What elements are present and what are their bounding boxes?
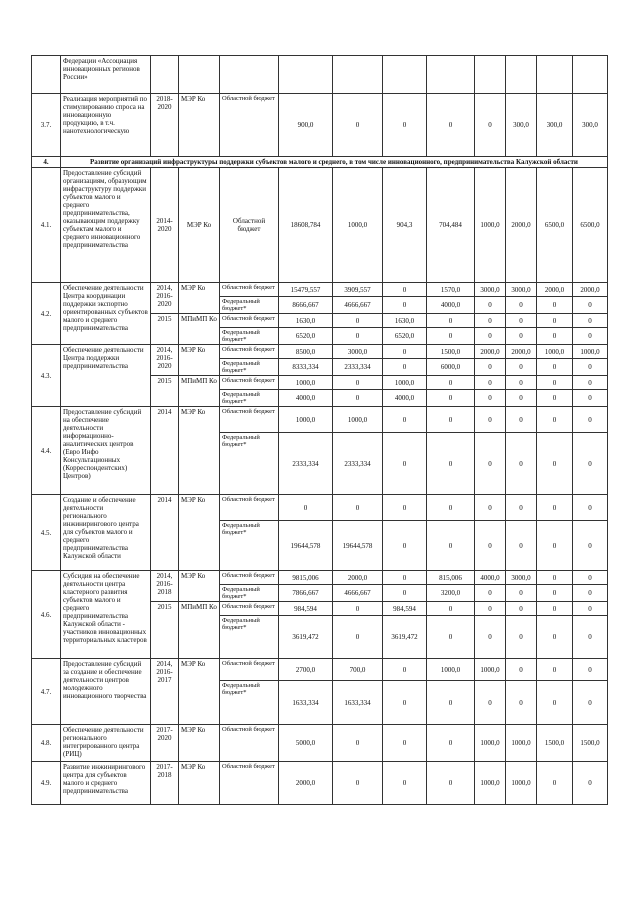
executor: МЭР Ко	[179, 168, 220, 283]
value-cell: 2000,0	[537, 283, 573, 297]
value-cell: 1000,0	[537, 345, 573, 359]
value-cell: 0	[573, 585, 608, 602]
executor: МПиМП Ко	[179, 314, 220, 345]
value-cell: 984,594	[279, 602, 333, 616]
value-cell: 0	[427, 390, 475, 407]
budget-source: Федеральный бюджет*	[220, 390, 279, 407]
value-cell: 0	[573, 659, 608, 681]
measure-name: Развитие инжинирингового центра для субъектов малого и среднего предпринимательства	[61, 762, 151, 805]
value-cell: 1570,0	[427, 283, 475, 297]
value-cell: 1000,0	[383, 376, 427, 390]
value-cell	[279, 56, 333, 94]
value-cell: 0	[427, 616, 475, 659]
value-cell: 1000,0	[427, 659, 475, 681]
value-cell: 2000,0	[475, 345, 506, 359]
value-cell: 0	[475, 359, 506, 376]
table-row	[32, 345, 608, 359]
measure-name: Субсидия на обеспечение деятельности центра кластерного развития субъектов малого и среднего предпринимательства Калужской области - участников инновационных территориальных кластеров	[61, 571, 151, 659]
value-cell: 0	[537, 376, 573, 390]
value-cell: 0	[506, 585, 537, 602]
value-cell: 6500,0	[537, 168, 573, 283]
value-cell: 0	[383, 571, 427, 585]
value-cell: 2000,0	[506, 345, 537, 359]
value-cell: 0	[427, 495, 475, 521]
value-cell: 0	[333, 390, 383, 407]
value-cell: 18608,784	[279, 168, 333, 283]
row-number	[32, 56, 61, 94]
value-cell: 0	[537, 297, 573, 314]
budget-table	[31, 55, 608, 805]
executor: МЭР Ко	[179, 725, 220, 762]
value-cell: 300,0	[537, 94, 573, 157]
value-cell: 0	[573, 616, 608, 659]
table-row	[32, 283, 608, 297]
value-cell: 2000,0	[333, 571, 383, 585]
value-cell: 0	[506, 407, 537, 433]
value-cell: 0	[506, 521, 537, 571]
value-cell: 0	[537, 762, 573, 805]
executor: МЭР Ко	[179, 495, 220, 571]
value-cell: 4666,667	[333, 297, 383, 314]
row-number: 4.3.	[32, 345, 61, 407]
value-cell: 1000,0	[475, 762, 506, 805]
value-cell: 1633,334	[279, 681, 333, 725]
value-cell: 0	[537, 659, 573, 681]
executor: МЭР Ко	[179, 94, 220, 157]
value-cell: 7866,667	[279, 585, 333, 602]
table-row	[32, 659, 608, 681]
value-cell: 0	[573, 762, 608, 805]
value-cell: 2000,0	[573, 283, 608, 297]
value-cell: 0	[537, 585, 573, 602]
value-cell: 4000,0	[279, 390, 333, 407]
budget-source: Областной бюджет	[220, 407, 279, 433]
value-cell: 0	[475, 376, 506, 390]
value-cell: 5000,0	[279, 725, 333, 762]
value-cell: 0	[573, 433, 608, 495]
value-cell: 0	[573, 571, 608, 585]
value-cell: 0	[506, 390, 537, 407]
value-cell: 6520,0	[383, 328, 427, 345]
value-cell	[475, 56, 506, 94]
value-cell: 3200,0	[427, 585, 475, 602]
value-cell: 0	[475, 521, 506, 571]
budget-source: Федеральный бюджет*	[220, 585, 279, 602]
value-cell: 700,0	[333, 659, 383, 681]
budget-source: Федеральный бюджет*	[220, 681, 279, 725]
executor: МЭР Ко	[179, 571, 220, 602]
value-cell: 0	[333, 314, 383, 328]
value-cell: 0	[383, 283, 427, 297]
value-cell: 8333,334	[279, 359, 333, 376]
budget-source: Областной бюджет	[220, 762, 279, 805]
value-cell: 0	[506, 616, 537, 659]
row-number: 4.5.	[32, 495, 61, 571]
value-cell: 2000,0	[506, 168, 537, 283]
term: 2015	[151, 314, 179, 345]
table-row	[32, 407, 608, 433]
value-cell: 0	[537, 571, 573, 585]
value-cell: 0	[383, 495, 427, 521]
section-number: 4.	[32, 157, 61, 168]
budget-source: Областной бюджет	[220, 314, 279, 328]
term: 2014	[151, 495, 179, 571]
value-cell: 0	[427, 602, 475, 616]
value-cell: 0	[573, 495, 608, 521]
value-cell: 0	[506, 359, 537, 376]
value-cell: 0	[537, 495, 573, 521]
measure-name: Создание и обеспечение деятельности регионального инжинирингового центра для субъектов малого и среднего предпринимательства Калужской области	[61, 495, 151, 571]
value-cell: 8666,667	[279, 297, 333, 314]
value-cell: 4666,667	[333, 585, 383, 602]
value-cell: 0	[506, 433, 537, 495]
value-cell: 3619,472	[279, 616, 333, 659]
term: 2014, 2016-2017	[151, 659, 179, 725]
value-cell: 900,0	[279, 94, 333, 157]
value-cell	[333, 56, 383, 94]
row-number: 4.1.	[32, 168, 61, 283]
value-cell: 15479,557	[279, 283, 333, 297]
value-cell: 815,006	[427, 571, 475, 585]
term: 2017-2018	[151, 762, 179, 805]
budget-source: Областной бюджет	[220, 495, 279, 521]
value-cell: 2000,0	[279, 762, 333, 805]
value-cell: 0	[383, 297, 427, 314]
value-cell: 0	[427, 521, 475, 571]
value-cell: 3619,472	[383, 616, 427, 659]
value-cell: 0	[427, 94, 475, 157]
executor: МЭР Ко	[179, 407, 220, 495]
value-cell: 4000,0	[475, 571, 506, 585]
value-cell: 0	[506, 659, 537, 681]
value-cell: 984,594	[383, 602, 427, 616]
measure-name: Обеспечение деятельности регионального интегрированного центра (РИЦ)	[61, 725, 151, 762]
measure-name: Федерации «Ассоциация инновационных регионов России»	[61, 56, 151, 94]
value-cell: 0	[383, 521, 427, 571]
term: 2014, 2016-2020	[151, 283, 179, 314]
value-cell: 0	[475, 314, 506, 328]
row-number: 4.2.	[32, 283, 61, 345]
value-cell: 0	[427, 681, 475, 725]
value-cell: 0	[573, 297, 608, 314]
value-cell: 0	[506, 376, 537, 390]
value-cell: 0	[383, 681, 427, 725]
budget-source: Федеральный бюджет*	[220, 521, 279, 571]
value-cell: 0	[475, 495, 506, 521]
value-cell: 1500,0	[573, 725, 608, 762]
value-cell: 0	[537, 602, 573, 616]
value-cell: 1000,0	[506, 725, 537, 762]
value-cell: 1500,0	[537, 725, 573, 762]
budget-source: Областной бюджет	[220, 376, 279, 390]
budget-source: Федеральный бюджет*	[220, 433, 279, 495]
value-cell: 0	[427, 328, 475, 345]
value-cell: 1630,0	[383, 314, 427, 328]
value-cell: 0	[427, 725, 475, 762]
table-row	[32, 56, 608, 94]
value-cell	[537, 56, 573, 94]
value-cell: 1000,0	[506, 762, 537, 805]
value-cell: 1630,0	[279, 314, 333, 328]
value-cell: 0	[506, 495, 537, 521]
value-cell: 0	[506, 314, 537, 328]
value-cell: 6500,0	[573, 168, 608, 283]
value-cell: 0	[537, 314, 573, 328]
value-cell: 0	[333, 94, 383, 157]
value-cell: 300,0	[573, 94, 608, 157]
value-cell: 0	[383, 407, 427, 433]
term: 2014, 2016-2020	[151, 345, 179, 376]
value-cell: 0	[427, 314, 475, 328]
value-cell: 0	[333, 495, 383, 521]
value-cell: 0	[427, 407, 475, 433]
value-cell: 0	[279, 495, 333, 521]
value-cell	[506, 56, 537, 94]
value-cell: 0	[506, 328, 537, 345]
value-cell: 4000,0	[427, 297, 475, 314]
measure-name: Обеспечение деятельности Центра поддержки предпринимательства	[61, 345, 151, 407]
value-cell: 0	[506, 297, 537, 314]
executor: МПиМП Ко	[179, 376, 220, 407]
value-cell: 904,3	[383, 168, 427, 283]
value-cell: 0	[475, 94, 506, 157]
term: 2017-2020	[151, 725, 179, 762]
value-cell: 2333,334	[279, 433, 333, 495]
value-cell: 0	[475, 297, 506, 314]
budget-source: Областной бюджет	[220, 94, 279, 157]
value-cell: 0	[573, 390, 608, 407]
value-cell: 0	[537, 359, 573, 376]
value-cell: 0	[573, 407, 608, 433]
value-cell	[427, 56, 475, 94]
value-cell: 0	[383, 433, 427, 495]
executor: МЭР Ко	[179, 762, 220, 805]
value-cell: 0	[537, 616, 573, 659]
value-cell: 1000,0	[333, 407, 383, 433]
value-cell: 1000,0	[475, 168, 506, 283]
table-row	[32, 762, 608, 805]
value-cell: 0	[333, 376, 383, 390]
value-cell: 2333,334	[333, 433, 383, 495]
value-cell: 0	[573, 314, 608, 328]
term: 2015	[151, 602, 179, 659]
value-cell: 9815,006	[279, 571, 333, 585]
table-row	[32, 168, 608, 283]
row-number: 4.8.	[32, 725, 61, 762]
value-cell: 0	[383, 725, 427, 762]
value-cell: 3000,0	[506, 571, 537, 585]
value-cell: 0	[333, 616, 383, 659]
row-number: 4.7.	[32, 659, 61, 725]
value-cell: 0	[537, 433, 573, 495]
value-cell: 0	[573, 521, 608, 571]
value-cell: 300,0	[506, 94, 537, 157]
budget-source: Областной бюджет	[220, 283, 279, 297]
measure-name: Предоставление субсидий за создание и обеспечение деятельности центров молодежного инновационного творчества	[61, 659, 151, 725]
value-cell: 0	[573, 359, 608, 376]
value-cell: 0	[573, 376, 608, 390]
value-cell: 0	[475, 433, 506, 495]
value-cell: 0	[333, 328, 383, 345]
budget-source: Областной бюджет	[220, 602, 279, 616]
value-cell: 0	[383, 359, 427, 376]
budget-source: Федеральный бюджет*	[220, 328, 279, 345]
value-cell: 0	[475, 407, 506, 433]
value-cell: 3909,557	[333, 283, 383, 297]
value-cell: 1500,0	[427, 345, 475, 359]
value-cell: 0	[573, 681, 608, 725]
value-cell: 0	[333, 725, 383, 762]
value-cell: 3000,0	[475, 283, 506, 297]
budget-source: Областной бюджет	[220, 571, 279, 585]
value-cell: 0	[537, 407, 573, 433]
term: 2014, 2016-2018	[151, 571, 179, 602]
budget-source: Областной бюджет	[220, 345, 279, 359]
value-cell: 0	[537, 521, 573, 571]
value-cell: 0	[475, 602, 506, 616]
value-cell: 0	[537, 390, 573, 407]
value-cell: 1000,0	[279, 407, 333, 433]
value-cell: 0	[427, 762, 475, 805]
value-cell: 0	[537, 681, 573, 725]
measure-name: Предоставление субсидий на обеспечение деятельности информационно-аналитических центров (Евро Инфо Консультационных (Корреспондентских) Центров)	[61, 407, 151, 495]
value-cell	[383, 56, 427, 94]
value-cell: 3000,0	[333, 345, 383, 359]
value-cell: 0	[573, 602, 608, 616]
row-number: 4.4.	[32, 407, 61, 495]
value-cell: 0	[383, 94, 427, 157]
value-cell: 0	[506, 602, 537, 616]
row-number: 4.6.	[32, 571, 61, 659]
row-number: 4.9.	[32, 762, 61, 805]
executor: МЭР Ко	[179, 283, 220, 314]
value-cell: 1000,0	[475, 725, 506, 762]
value-cell: 6000,0	[427, 359, 475, 376]
value-cell: 0	[475, 585, 506, 602]
value-cell: 2333,334	[333, 359, 383, 376]
value-cell: 2700,0	[279, 659, 333, 681]
table-row	[32, 571, 608, 585]
budget-source: Областной бюджет	[220, 659, 279, 681]
measure-name: Предоставление субсидий организациям, образующим инфраструктуру поддержки субъектов малого и среднего предпринимательства, оказывающим поддержку субъектам малого и среднего инновационного предпринимательства	[61, 168, 151, 283]
table-row	[32, 725, 608, 762]
section-row	[32, 157, 608, 168]
term: 2015	[151, 376, 179, 407]
value-cell: 1000,0	[573, 345, 608, 359]
table-row	[32, 495, 608, 521]
budget-source: Федеральный бюджет*	[220, 359, 279, 376]
value-cell: 4000,0	[383, 390, 427, 407]
term: 2018-2020	[151, 94, 179, 157]
executor	[179, 56, 220, 94]
value-cell: 0	[383, 585, 427, 602]
value-cell: 0	[573, 328, 608, 345]
value-cell: 8500,0	[279, 345, 333, 359]
value-cell: 1000,0	[333, 168, 383, 283]
section-title: Развитие организаций инфраструктуры поддержки субъектов малого и среднего, в том числе инновационного, предпринимательства Калужской области	[61, 157, 608, 168]
value-cell: 0	[506, 681, 537, 725]
value-cell: 0	[475, 616, 506, 659]
value-cell: 0	[475, 390, 506, 407]
executor: МПиМП Ко	[179, 602, 220, 659]
term: 2014-2020	[151, 168, 179, 283]
budget-source: Федеральный бюджет*	[220, 297, 279, 314]
value-cell: 0	[427, 376, 475, 390]
table-row	[32, 94, 608, 157]
executor: МЭР Ко	[179, 345, 220, 376]
value-cell: 0	[475, 681, 506, 725]
value-cell: 0	[537, 328, 573, 345]
value-cell: 0	[333, 602, 383, 616]
value-cell: 1633,334	[333, 681, 383, 725]
measure-name: Обеспечение деятельности Центра координации поддержки экспортно ориентированных субъектов малого и среднего предпринимательства	[61, 283, 151, 345]
value-cell: 0	[427, 433, 475, 495]
value-cell: 19644,578	[279, 521, 333, 571]
executor: МЭР Ко	[179, 659, 220, 725]
value-cell: 704,484	[427, 168, 475, 283]
value-cell: 19644,578	[333, 521, 383, 571]
value-cell: 0	[383, 762, 427, 805]
value-cell: 1000,0	[279, 376, 333, 390]
value-cell: 1000,0	[475, 659, 506, 681]
term	[151, 56, 179, 94]
budget-source	[220, 56, 279, 94]
row-number: 3.7.	[32, 94, 61, 157]
value-cell: 3000,0	[506, 283, 537, 297]
budget-source: Областной бюджет	[220, 168, 279, 283]
budget-source: Областной бюджет	[220, 725, 279, 762]
budget-source: Федеральный бюджет*	[220, 616, 279, 659]
measure-name: Реализация мероприятий по стимулированию спроса на инновационную продукцию, в т.ч. нанотехнологическую	[61, 94, 151, 157]
value-cell: 0	[383, 345, 427, 359]
value-cell: 0	[475, 328, 506, 345]
value-cell: 0	[333, 762, 383, 805]
value-cell: 6520,0	[279, 328, 333, 345]
value-cell	[573, 56, 608, 94]
value-cell: 0	[383, 659, 427, 681]
term: 2014	[151, 407, 179, 495]
